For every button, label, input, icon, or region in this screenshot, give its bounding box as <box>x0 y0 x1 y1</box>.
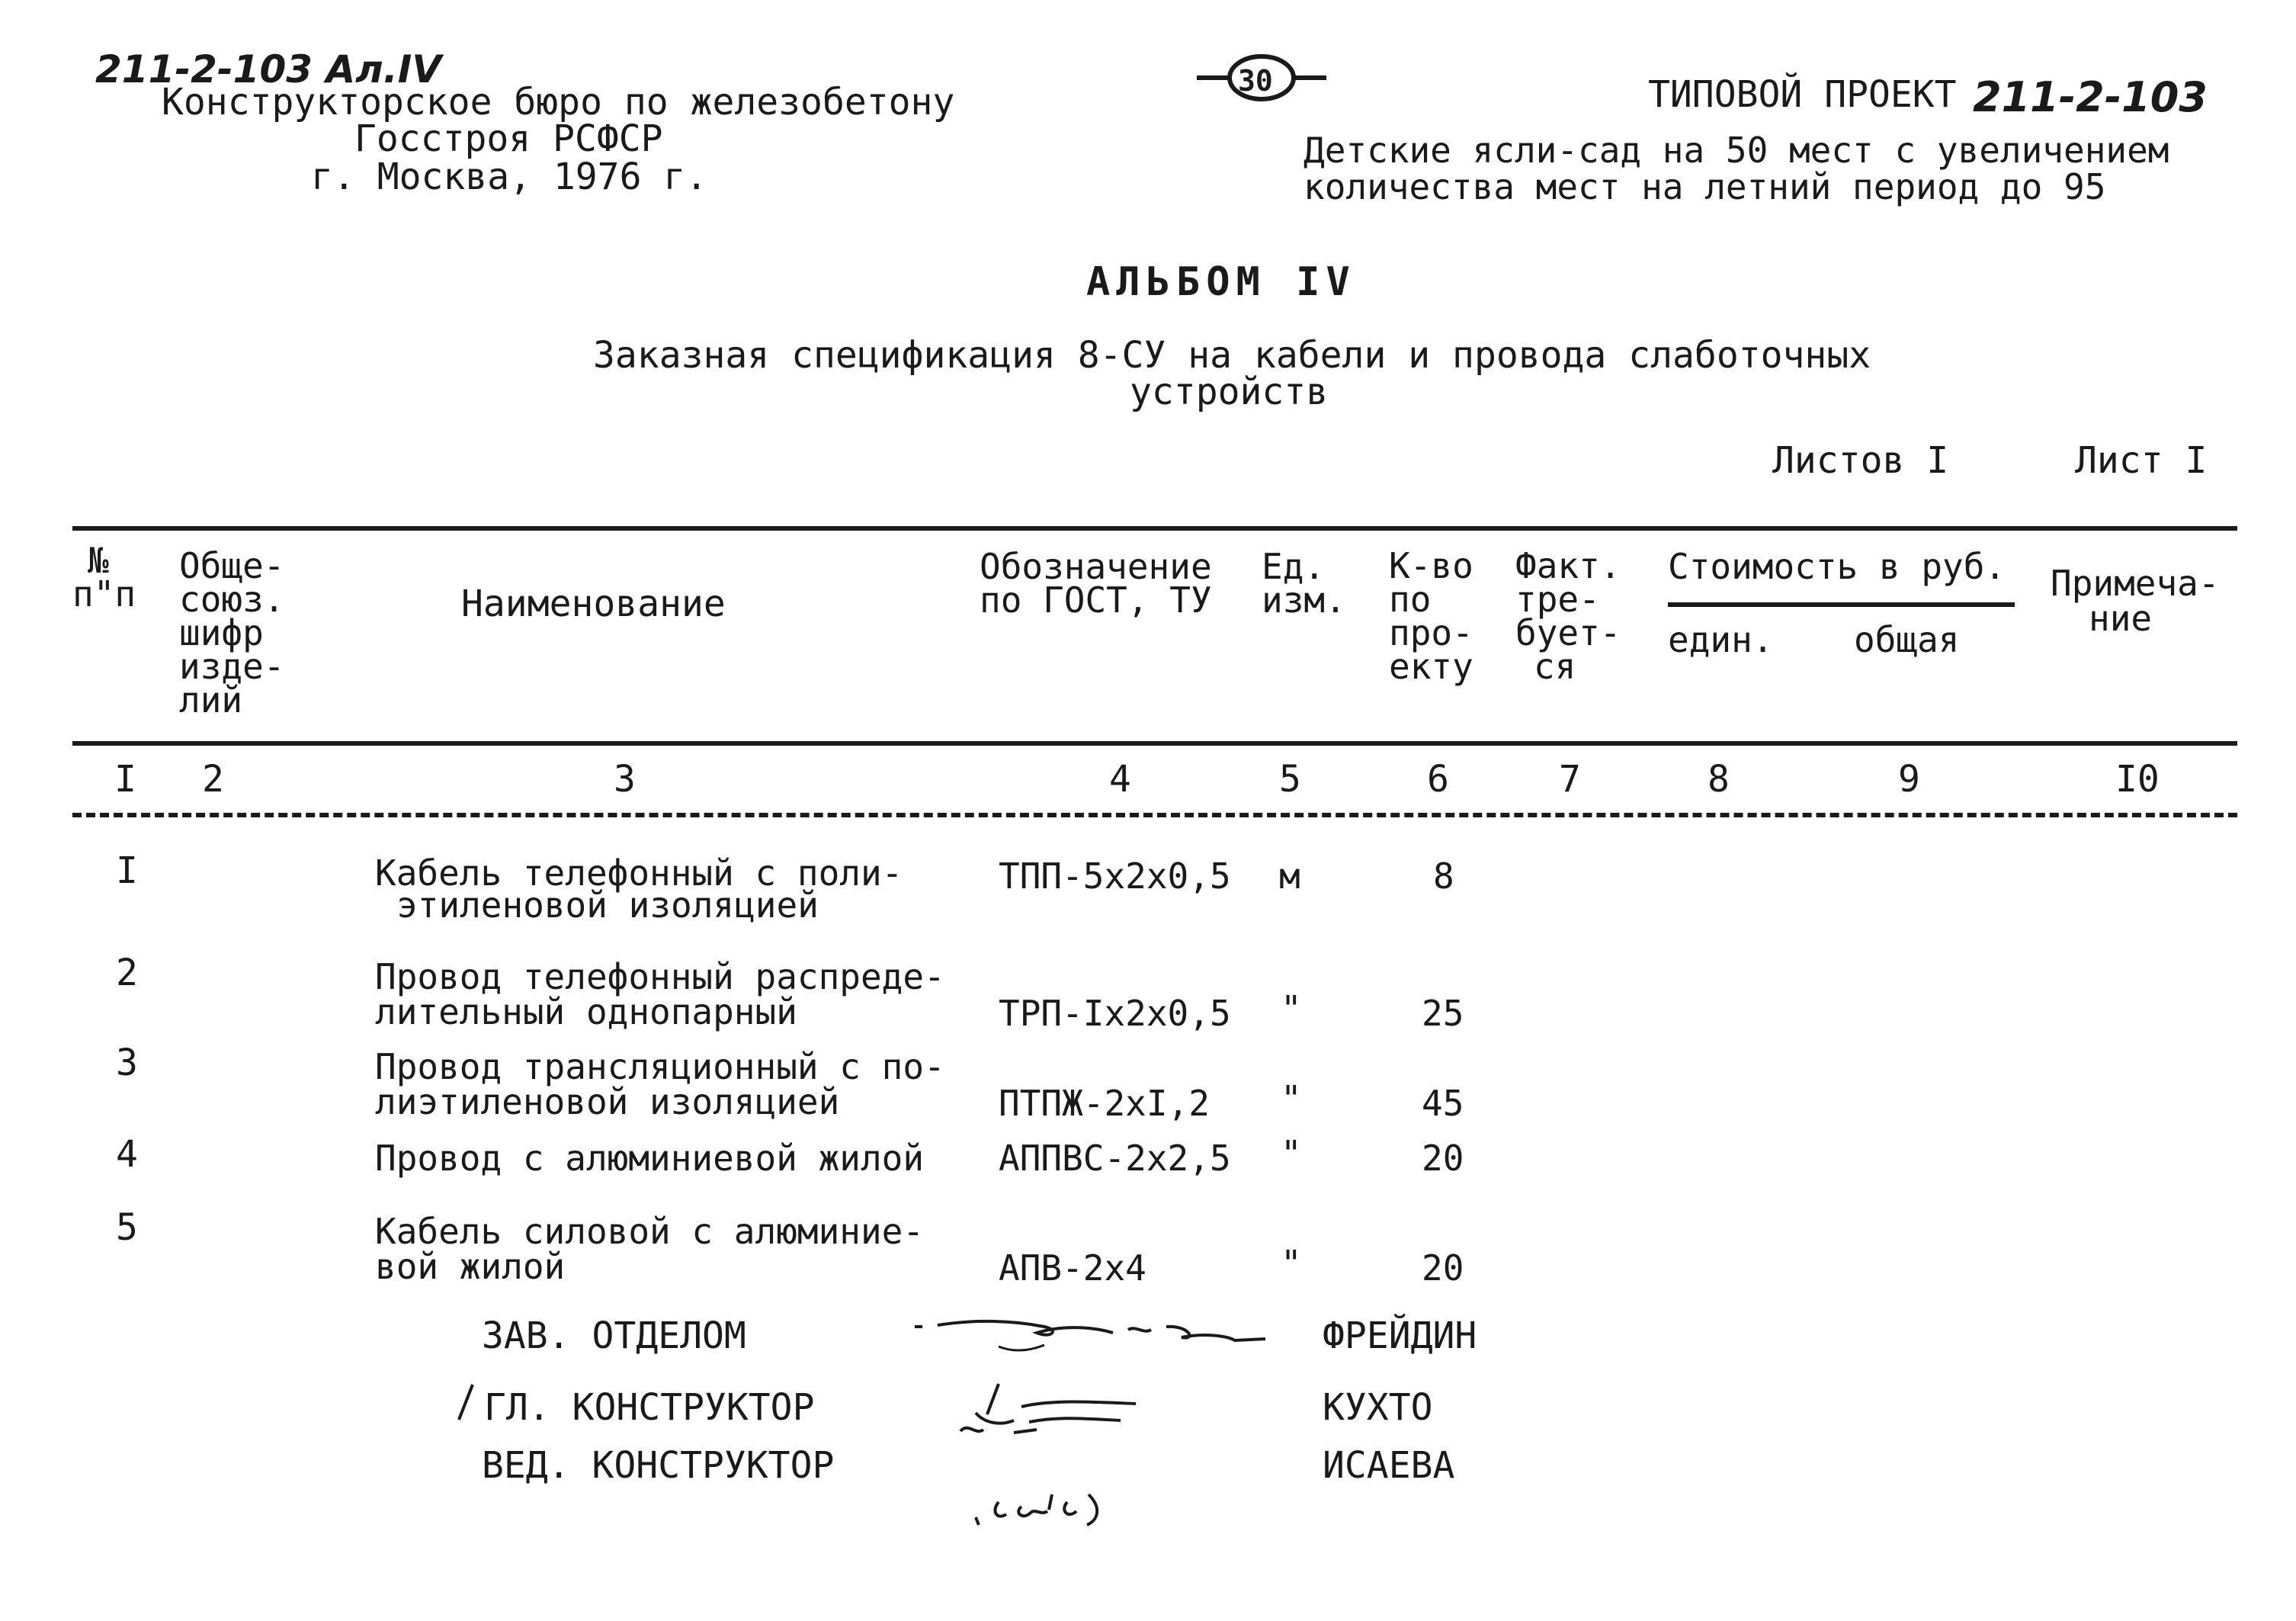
signature-name: ИСАЕВА <box>1323 1444 1455 1487</box>
colnum-5: 5 <box>1279 758 1301 801</box>
colnum-9: 9 <box>1898 758 1920 801</box>
header-col2-line4: изде- <box>179 646 285 687</box>
row-code: ПТПЖ-2хI,2 <box>999 1083 1210 1124</box>
row-name-line2: этиленовой изоляцией <box>396 884 819 926</box>
header-col7-line3: бует- <box>1515 612 1621 653</box>
row-name-line1: Кабель силовой с алюминие- <box>375 1211 925 1252</box>
header-col6-line1: К-во <box>1389 545 1473 586</box>
colnum-8: 8 <box>1708 758 1730 801</box>
row-unit: " <box>1281 1243 1302 1284</box>
album-subtitle-line-1: Заказная спецификация 8-СУ на кабели и провода слаботочных <box>593 334 1871 377</box>
header-col8: един. <box>1668 619 1774 660</box>
project-description-line-1: Детские ясли-сад на 50 мест с увеличением <box>1304 130 2169 171</box>
colnum-7: 7 <box>1559 758 1581 801</box>
row-quantity: 25 <box>1422 993 1464 1034</box>
row-name-line2: лительный однопарный <box>375 991 797 1032</box>
pen-mark-icon <box>450 1380 480 1426</box>
project-description-line-2: количества мест на летний период до 95 <box>1304 166 2106 207</box>
signature-role: ГЛ. КОНСТРУКТОР <box>484 1386 815 1429</box>
row-code: ТПП-5х2х0,5 <box>999 855 1231 897</box>
sheet-number: Лист I <box>2075 439 2208 482</box>
header-col10-line2: ние <box>2089 598 2153 639</box>
row-code: ТРП-Iх2х0,5 <box>999 993 1231 1034</box>
row-number: 3 <box>116 1042 138 1084</box>
row-quantity: 20 <box>1422 1138 1464 1179</box>
colnum-2: 2 <box>202 758 224 801</box>
album-subtitle-line-2: устройств <box>1130 371 1329 413</box>
org-line-1: Конструкторское бюро по железобетону <box>162 81 955 124</box>
header-col3: Наименование <box>461 583 726 625</box>
cost-group-divider <box>1668 602 2015 607</box>
signature-role: ЗАВ. ОТДЕЛОМ <box>482 1314 746 1357</box>
header-col2-line1: Обще- <box>179 545 285 586</box>
row-name-line2: лиэтиленовой изоляцией <box>375 1081 840 1122</box>
row-name-line1: Провод с алюминиевой жилой <box>375 1138 925 1179</box>
signature-name: КУХТО <box>1323 1386 1433 1429</box>
row-number: 4 <box>116 1133 138 1176</box>
colnum-10: I0 <box>2115 758 2160 801</box>
signature-name: ФРЕЙДИН <box>1323 1314 1477 1357</box>
project-label: ТИПОВОЙ ПРОЕКТ <box>1648 73 1957 116</box>
row-code: АППВС-2х2,5 <box>999 1138 1231 1179</box>
header-col1-line2: п"п <box>72 573 136 615</box>
row-unit: " <box>1281 1078 1302 1119</box>
header-bottom-border <box>72 741 2237 746</box>
header-col2-line2: союз. <box>179 579 285 620</box>
table-top-border <box>72 526 2237 531</box>
header-col5-line1: Ед. <box>1262 546 1326 587</box>
page-number: 30 <box>1238 64 1273 98</box>
project-number: 211-2-103 <box>1973 73 2208 121</box>
sheets-total: Листов I <box>1772 439 1949 482</box>
org-line-2: Госстроя РСФСР <box>354 117 663 160</box>
header-col6-line3: про- <box>1389 612 1473 653</box>
row-code: АПВ-2х4 <box>999 1247 1146 1289</box>
row-unit: м <box>1279 855 1300 897</box>
signature-scribble-icon <box>945 1376 1235 1460</box>
row-name-line1: Провод трансляционный с по- <box>375 1046 945 1087</box>
row-quantity: 20 <box>1422 1247 1464 1289</box>
row-name-line2: вой жилой <box>375 1246 566 1287</box>
row-number: I <box>116 849 138 892</box>
header-col7-line2: тре- <box>1515 579 1600 620</box>
colnum-6: 6 <box>1427 758 1449 801</box>
row-number: 2 <box>116 952 138 994</box>
handwritten-project-code: 211-2-103 Ал.IV <box>95 47 442 91</box>
colnum-1: I <box>114 758 136 801</box>
header-col7-line1: Факт. <box>1515 545 1621 586</box>
album-title: АЛЬБОМ IV <box>1086 259 1356 305</box>
colnum-4: 4 <box>1109 758 1131 801</box>
header-col9: общая <box>1854 619 1960 660</box>
header-col6-line4: екту <box>1389 646 1473 687</box>
row-name-line1: Провод телефонный распреде- <box>375 956 945 997</box>
header-col10-line1: Примеча- <box>2051 563 2220 604</box>
signature-scribble-icon <box>968 1464 1220 1533</box>
signature-role: ВЕД. КОНСТРУКТОР <box>482 1444 835 1487</box>
row-number: 5 <box>116 1206 138 1249</box>
row-quantity: 8 <box>1433 855 1454 897</box>
column-numbers-divider <box>72 813 2237 817</box>
row-unit: " <box>1281 988 1302 1029</box>
colnum-3: 3 <box>614 758 636 801</box>
row-unit: " <box>1281 1133 1302 1174</box>
header-col4-line1: Обозначение <box>980 546 1212 587</box>
header-col6-line2: по <box>1389 579 1432 620</box>
header-col2-line5: лий <box>179 679 243 721</box>
row-quantity: 45 <box>1422 1083 1464 1124</box>
signature-scribble-icon <box>907 1310 1304 1379</box>
header-cost-group: Стоимость в руб. <box>1668 546 2006 587</box>
header-col1-line1: № <box>88 540 109 581</box>
row-name-line1: Кабель телефонный с поли- <box>375 852 903 894</box>
org-line-3: г. Москва, 1976 г. <box>311 156 708 198</box>
header-col7-line4: ся <box>1534 646 1576 687</box>
header-col2-line3: шифр <box>179 612 264 653</box>
header-col4-line2: по ГОСТ, ТУ <box>980 579 1212 621</box>
header-col5-line2: изм. <box>1262 579 1346 621</box>
